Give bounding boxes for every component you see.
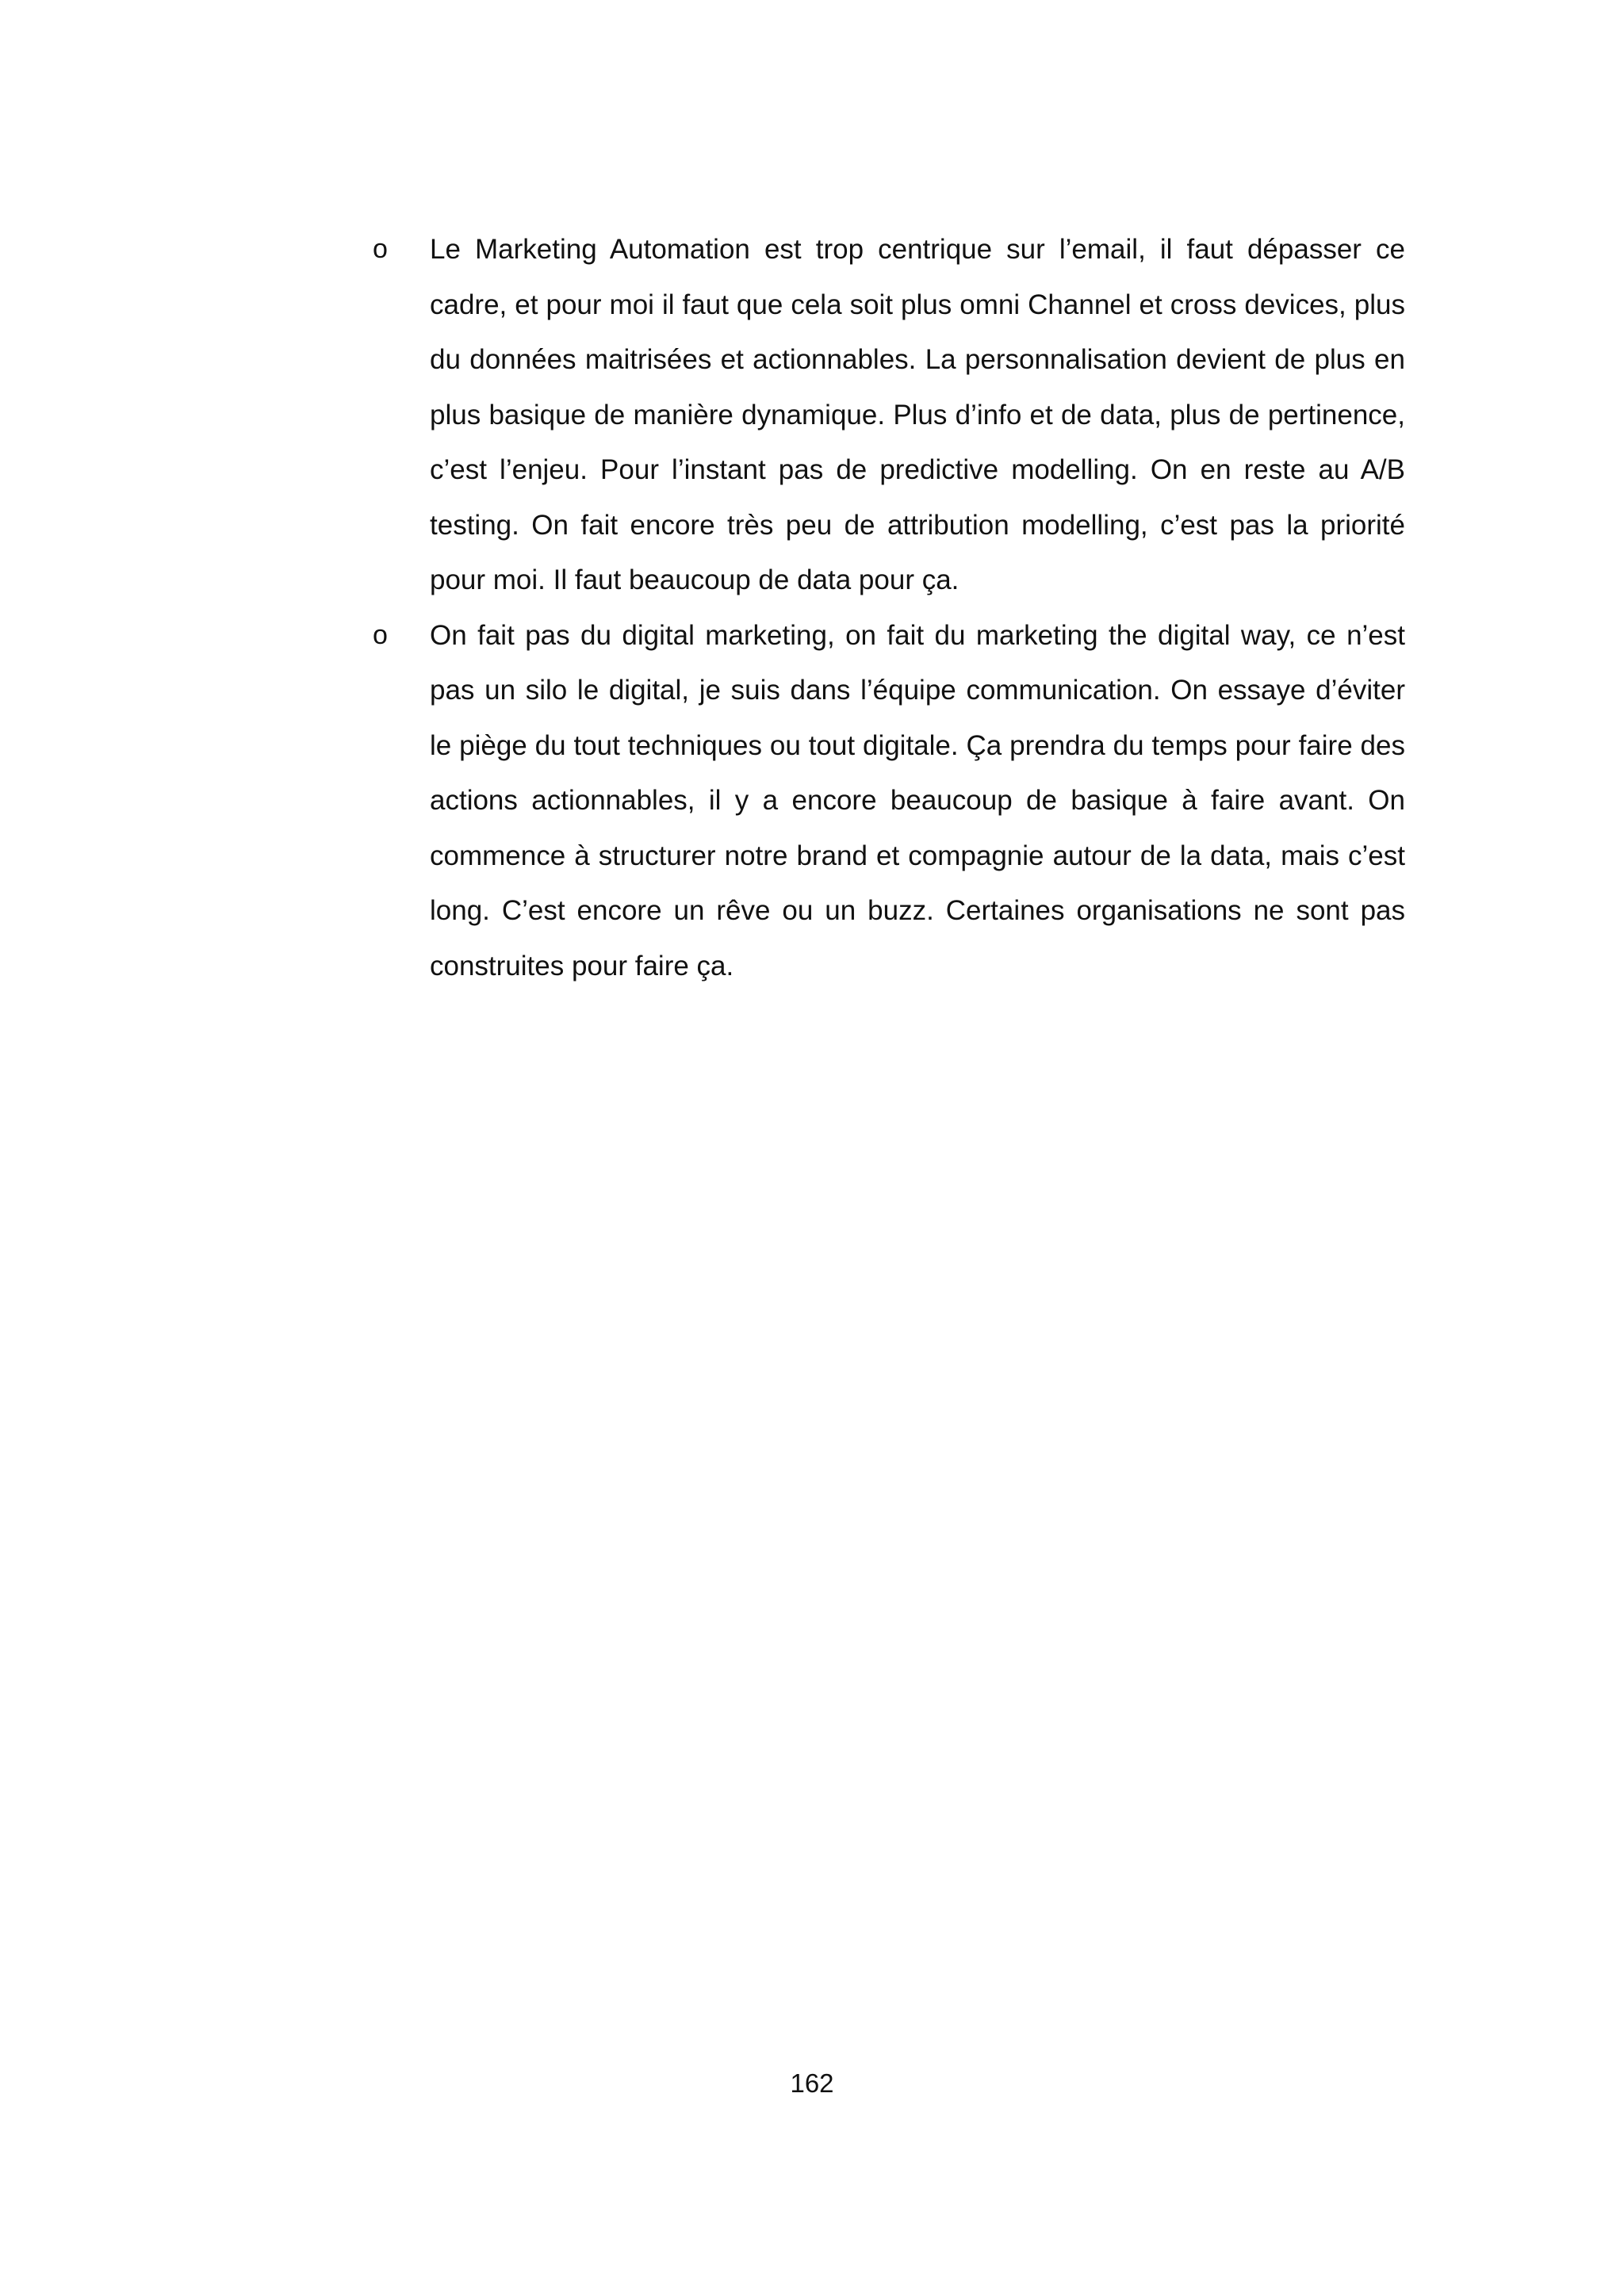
bullet-text: Le Marketing Automation est trop centrique sur l’email, il faut dépasser ce cadre, et pour moi il faut que cela soit plus omni Channel et cross devices, plus du données maitrisées et actionnables. La personnalisation devient de plus en plus basique de manière dynamique. Plus d’info et de data, plus de pertinence, c’est l’enjeu. Pour l’instant pas de predictive modelling. On en reste au A/B testing. On fait encore très peu de attribution modelling, c’est pas la priorité pour moi. Il faut beaucoup de data pour ça. [430, 234, 1405, 595]
list-item [373, 608, 1405, 994]
list-item [373, 222, 1405, 608]
interview-bullet-list [373, 222, 1405, 993]
hollow-bullet-icon: o [373, 619, 388, 650]
hollow-bullet-icon: o [373, 234, 388, 264]
page-number: 162 [790, 2068, 834, 2098]
bullet-text: On fait pas du digital marketing, on fait du marketing the digital way, ce n’est pas un silo le digital, je suis dans l’équipe communication. On essaye d’éviter le piège du tout techniques ou tout digitale. Ça prendra du temps pour faire des actions actionnables, il y a encore beaucoup de basique à faire avant. On commence à structurer notre brand et compagnie autour de la data, mais c’est long. C’est encore un rêve ou un buzz. Certaines organisations ne sont pas construites pour faire ça. [430, 619, 1405, 982]
